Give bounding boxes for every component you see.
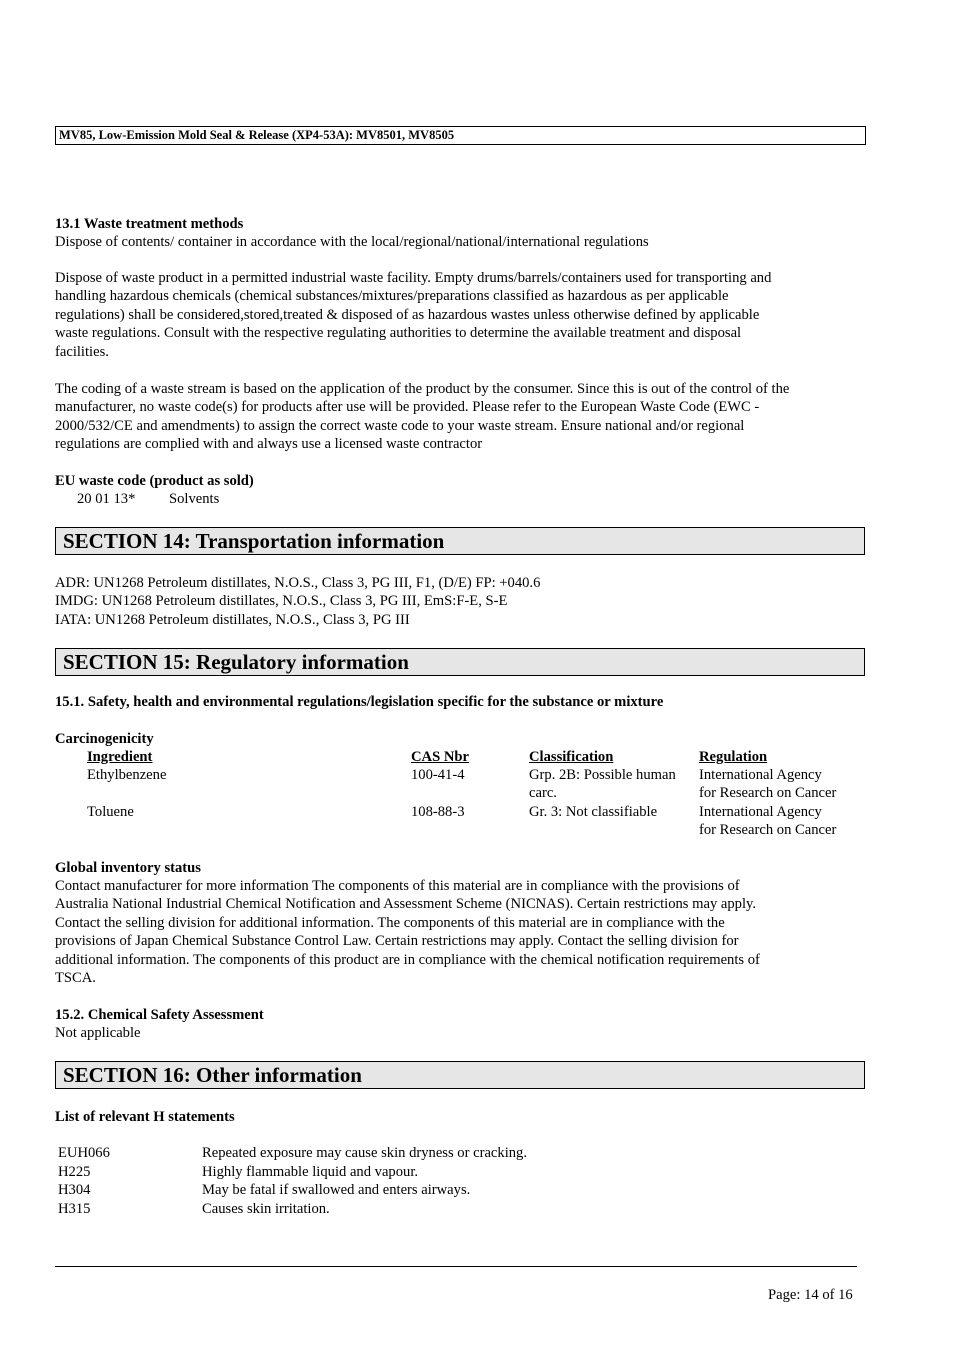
text-line: waste regulations. Consult with the respective regulating authorities to determine the available treatment and disposal [55, 325, 742, 342]
column-header-regulation: Regulation [699, 749, 768, 765]
text-line: 2000/532/CE and amendments) to assign the correct waste code to your waste stream. Ensure national and/or regional [55, 417, 745, 434]
h-code: H315 [58, 1201, 91, 1217]
text-line: Contact manufacturer for more information The components of this material are in compliance with the provisions of [55, 878, 740, 894]
footer-divider [55, 1266, 857, 1267]
global-inventory-heading: Global inventory status [55, 860, 201, 876]
h-text: May be fatal if swallowed and enters airways. [202, 1182, 471, 1198]
section-15-title: SECTION 15: Regulatory information [55, 648, 865, 676]
chemical-safety-text: Not applicable [55, 1025, 141, 1041]
eu-waste-code: 20 01 13* [77, 491, 136, 507]
text-line: Australia National Industrial Chemical Notification and Assessment Scheme (NICNAS). Certain restrictions may apply. [55, 896, 757, 913]
text-line: Dispose of waste product in a permitted industrial waste facility. Empty drums/barrels/containers used for transporting and [55, 270, 772, 286]
chemical-safety-heading: 15.2. Chemical Safety Assessment [55, 1007, 264, 1023]
h-code: H304 [58, 1182, 91, 1198]
global-inventory-text [55, 877, 870, 987]
text-line: TSCA. [55, 970, 96, 987]
page-number: Page: 14 of 16 [768, 1287, 853, 1303]
text-line: manufacturer, no waste code(s) for products after use will be provided. Please refer to the European Waste Code (EWC - [55, 399, 760, 416]
section-16-title: SECTION 16: Other information [55, 1061, 865, 1089]
transport-line-imdg: IMDG: UN1268 Petroleum distillates, N.O.S., Class 3, PG III, EmS:F-E, S-E [55, 593, 508, 610]
text-line: International Agency [699, 804, 822, 820]
text-line: for Research on Cancer [699, 785, 837, 802]
text-line: handling hazardous chemicals (chemical substances/mixtures/preparations classified as hazardous as per applicable [55, 288, 729, 305]
transport-line-adr: ADR: UN1268 Petroleum distillates, N.O.S., Class 3, PG III, F1, (D/E) FP: +040.6 [55, 575, 541, 591]
cell-ingredient: Ethylbenzene [87, 767, 167, 783]
text-line: regulations are complied with and always use a licensed waste contractor [55, 436, 483, 453]
text-line: additional information. The components of this product are in compliance with the chemical notification requirements of [55, 951, 760, 968]
waste-treatment-text-2 [55, 269, 870, 361]
column-header-ingredient: Ingredient [87, 749, 153, 765]
cell-regulation [699, 766, 836, 803]
text-line: provisions of Japan Chemical Substance Control Law. Certain restrictions may apply. Contact the selling division for [55, 933, 739, 950]
text-line: International Agency [699, 767, 822, 783]
waste-treatment-text-3 [55, 380, 870, 454]
regulations-subheading: 15.1. Safety, health and environmental regulations/legislation specific for the substance or mixture [55, 694, 664, 710]
transport-line-iata: IATA: UN1268 Petroleum distillates, N.O.S., Class 3, PG III [55, 611, 410, 628]
text-line: Contact the selling division for additional information. The components of this material are in compliance with the [55, 914, 725, 931]
h-text: Repeated exposure may cause skin dryness or cracking. [202, 1145, 528, 1161]
document-header: MV85, Low-Emission Mold Seal & Release (XP4-53A): MV8501, MV8505 [55, 126, 866, 145]
cell-ingredient: Toluene [87, 804, 134, 820]
text-line: The coding of a waste stream is based on the application of the product by the consumer. Since this is out of the control of the [55, 381, 790, 397]
text-line: regulations) shall be considered,stored,treated & disposed of as hazardous wastes unless otherwise defined by applicable [55, 306, 760, 323]
h-text: Highly flammable liquid and vapour. [202, 1164, 419, 1180]
cell-cas: 100-41-4 [411, 767, 465, 783]
waste-treatment-text-1: Dispose of contents/ container in accordance with the local/regional/national/international regulations [55, 234, 649, 250]
text-line: carc. [529, 785, 557, 802]
cell-classification: Gr. 3: Not classifiable [529, 804, 658, 820]
cell-regulation [699, 803, 836, 840]
h-statements-heading: List of relevant H statements [55, 1109, 235, 1125]
text-line: Grp. 2B: Possible human [529, 767, 676, 783]
column-header-classification: Classification [529, 749, 614, 765]
cell-classification [529, 766, 676, 803]
h-code: EUH066 [58, 1145, 110, 1161]
h-code: H225 [58, 1164, 91, 1180]
eu-waste-code-heading: EU waste code (product as sold) [55, 473, 254, 489]
carcinogenicity-heading: Carcinogenicity [55, 731, 154, 747]
column-header-cas: CAS Nbr [411, 749, 469, 765]
section-14-title: SECTION 14: Transportation information [55, 527, 865, 555]
text-line: facilities. [55, 343, 109, 360]
eu-waste-code-description: Solvents [169, 491, 220, 507]
text-line: for Research on Cancer [699, 822, 837, 839]
transport-info [55, 574, 870, 629]
waste-treatment-heading: 13.1 Waste treatment methods [55, 216, 244, 232]
h-text: Causes skin irritation. [202, 1201, 330, 1217]
cell-cas: 108-88-3 [411, 804, 465, 820]
